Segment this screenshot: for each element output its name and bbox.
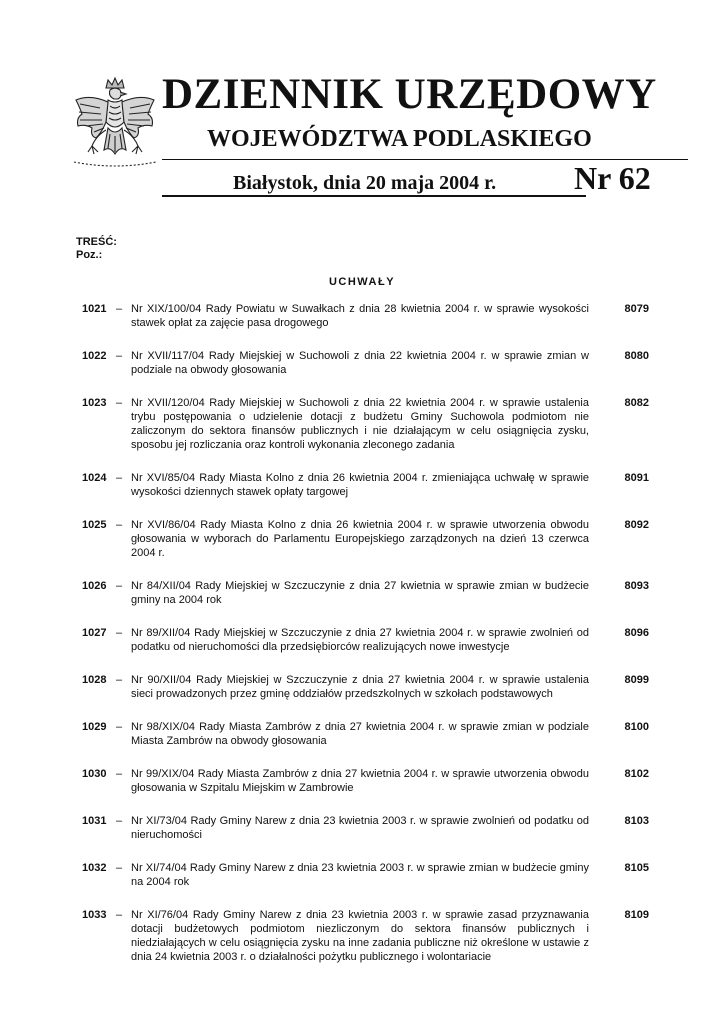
entry-title: Nr XIX/100/04 Rady Powiatu w Suwałkach z dnia 28 kwietnia 2004 r. w sprawie wysokości stawek opłat za zajęcie pasa drogowego bbox=[131, 303, 589, 329]
entry-title: Nr 84/XII/04 Rady Miejskiej w Szczuczynie z dnia 27 kwietnia w sprawie zmian w budżecie gminy na 2004 rok bbox=[131, 580, 589, 606]
contents-heading: TREŚĆ: bbox=[76, 236, 117, 248]
entry-position: 1021 bbox=[82, 303, 107, 315]
entry-position: 1022 bbox=[82, 350, 107, 362]
entry-title: Nr XI/74/04 Rady Gminy Narew z dnia 23 kwietnia 2003 r. w sprawie zmian w budżecie gminy na 2004 rok bbox=[131, 862, 589, 888]
entry-title: Nr 89/XII/04 Rady Miejskiej w Szczuczynie z dnia 27 kwietnia 2004 r. w sprawie zwolnień od podatku od nieruchomości dla przedsiębiorców realizujących nowe inwestycje bbox=[131, 627, 589, 653]
entry-page: 8096 bbox=[624, 627, 649, 639]
entry-page: 8099 bbox=[624, 674, 649, 686]
entry-page: 8091 bbox=[624, 472, 649, 484]
entry-title: Nr 99/XIX/04 Rady Miasta Zambrów z dnia 27 kwietnia 2004 r. w sprawie utworzenia obwodu głosowania w Szpitalu Miejskim w Zambrowie bbox=[131, 768, 589, 794]
issue-number: Nr 62 bbox=[574, 160, 651, 196]
entry-position: 1025 bbox=[82, 519, 107, 531]
position-heading: Poz.: bbox=[76, 249, 103, 261]
entry-position: 1032 bbox=[82, 862, 107, 874]
entry-dash: – bbox=[116, 815, 123, 827]
list-item bbox=[76, 859, 676, 889]
entry-page: 8100 bbox=[624, 721, 649, 733]
entry-position: 1028 bbox=[82, 674, 107, 686]
list-item bbox=[76, 516, 676, 560]
list-item bbox=[76, 347, 676, 377]
list-item bbox=[76, 718, 676, 748]
list-item bbox=[76, 906, 676, 964]
section-title: UCHWAŁY bbox=[328, 276, 396, 288]
entry-position: 1031 bbox=[82, 815, 107, 827]
header-rule-bottom bbox=[162, 195, 586, 197]
eagle-emblem-icon bbox=[70, 74, 160, 174]
entry-dash: – bbox=[116, 627, 123, 639]
entry-title: Nr 98/XIX/04 Rady Miasta Zambrów z dnia 27 kwietnia 2004 r. w sprawie zmian w podziale Miasta Zambrów na obwody głosowania bbox=[131, 721, 589, 747]
entry-page: 8092 bbox=[624, 519, 649, 531]
entry-page: 8102 bbox=[624, 768, 649, 780]
entry-dash: – bbox=[116, 768, 123, 780]
entry-page: 8109 bbox=[624, 909, 649, 921]
entry-dash: – bbox=[116, 303, 123, 315]
place-date: Białystok, dnia 20 maja 2004 r. bbox=[233, 172, 497, 194]
contents-label bbox=[76, 236, 117, 262]
entry-dash: – bbox=[116, 580, 123, 592]
entry-title: Nr XVI/86/04 Rady Miasta Kolno z dnia 26 kwietnia 2004 r. w sprawie utworzenia obwodu głosowania w wyborach do Parlamentu Europejskiego zarządzonych na dzień 13 czerwca 2004 r. bbox=[131, 519, 589, 559]
entry-title: Nr 90/XII/04 Rady Miejskiej w Szczuczynie z dnia 27 kwietnia 2004 r. w sprawie ustalenia sieci prowadzonych przez gminę oddziałów przedszkolnych w szkołach podstawowych bbox=[131, 674, 589, 700]
list-item bbox=[76, 577, 676, 607]
entry-position: 1026 bbox=[82, 580, 107, 592]
list-item bbox=[76, 671, 676, 701]
contents-list bbox=[76, 300, 676, 981]
entry-title: Nr XVII/117/04 Rady Miejskiej w Suchowoli z dnia 22 kwietnia 2004 r. w sprawie zmian w podziale na obwody głosowania bbox=[131, 350, 589, 376]
entry-dash: – bbox=[116, 862, 123, 874]
entry-title: Nr XVI/85/04 Rady Miasta Kolno z dnia 26 kwietnia 2004 r. zmieniająca uchwałę w sprawie wysokości dziennych stawek opłaty targowej bbox=[131, 472, 589, 498]
entry-page: 8105 bbox=[624, 862, 649, 874]
entry-position: 1023 bbox=[82, 397, 107, 409]
entry-position: 1029 bbox=[82, 721, 107, 733]
entry-dash: – bbox=[116, 472, 123, 484]
list-item bbox=[76, 765, 676, 795]
entry-dash: – bbox=[116, 721, 123, 733]
entry-position: 1030 bbox=[82, 768, 107, 780]
gazette-title: DZIENNIK URZĘDOWY bbox=[162, 71, 657, 118]
entry-title: Nr XVII/120/04 Rady Miejskiej w Suchowoli z dnia 22 kwietnia 2004 r. w sprawie ustalenia trybu postępowania o udzielenie dotacji z budżetu Gminy Suchowola podmiotom nie zaliczonym do sektora finansów publicznych i nie działającym w celu osiągnięcia zysku, sposobu jej rozliczania oraz kontroli wykonania zleconego zadania bbox=[131, 397, 589, 451]
list-item bbox=[76, 812, 676, 842]
entry-page: 8080 bbox=[624, 350, 649, 362]
entry-dash: – bbox=[116, 519, 123, 531]
list-item bbox=[76, 624, 676, 654]
entry-page: 8079 bbox=[624, 303, 649, 315]
list-item bbox=[76, 394, 676, 452]
list-item bbox=[76, 300, 676, 330]
entry-dash: – bbox=[116, 674, 123, 686]
entry-position: 1033 bbox=[82, 909, 107, 921]
entry-position: 1024 bbox=[82, 472, 107, 484]
entry-title: Nr XI/76/04 Rady Gminy Narew z dnia 23 kwietnia 2003 r. w sprawie zasad przyznawania dotacji budżetowych podmiotom niezliczonym do sektora finansów publicznych i niedziałających w celu osiągnięcia zysku na inne zadania publiczne niż określone w ustawie z dnia 24 kwietnia 2003 r. o działalności pożytku publicznego i wolontariacie bbox=[131, 909, 589, 963]
entry-dash: – bbox=[116, 350, 123, 362]
entry-dash: – bbox=[116, 909, 123, 921]
entry-page: 8093 bbox=[624, 580, 649, 592]
gazette-subtitle: WOJEWÓDZTWA PODLASKIEGO bbox=[207, 126, 592, 152]
entry-page: 8082 bbox=[624, 397, 649, 409]
entry-position: 1027 bbox=[82, 627, 107, 639]
entry-dash: – bbox=[116, 397, 123, 409]
list-item bbox=[76, 469, 676, 499]
entry-title: Nr XI/73/04 Rady Gminy Narew z dnia 23 kwietnia 2003 r. w sprawie zwolnień od podatku od nieruchomości bbox=[131, 815, 589, 841]
entry-page: 8103 bbox=[624, 815, 649, 827]
